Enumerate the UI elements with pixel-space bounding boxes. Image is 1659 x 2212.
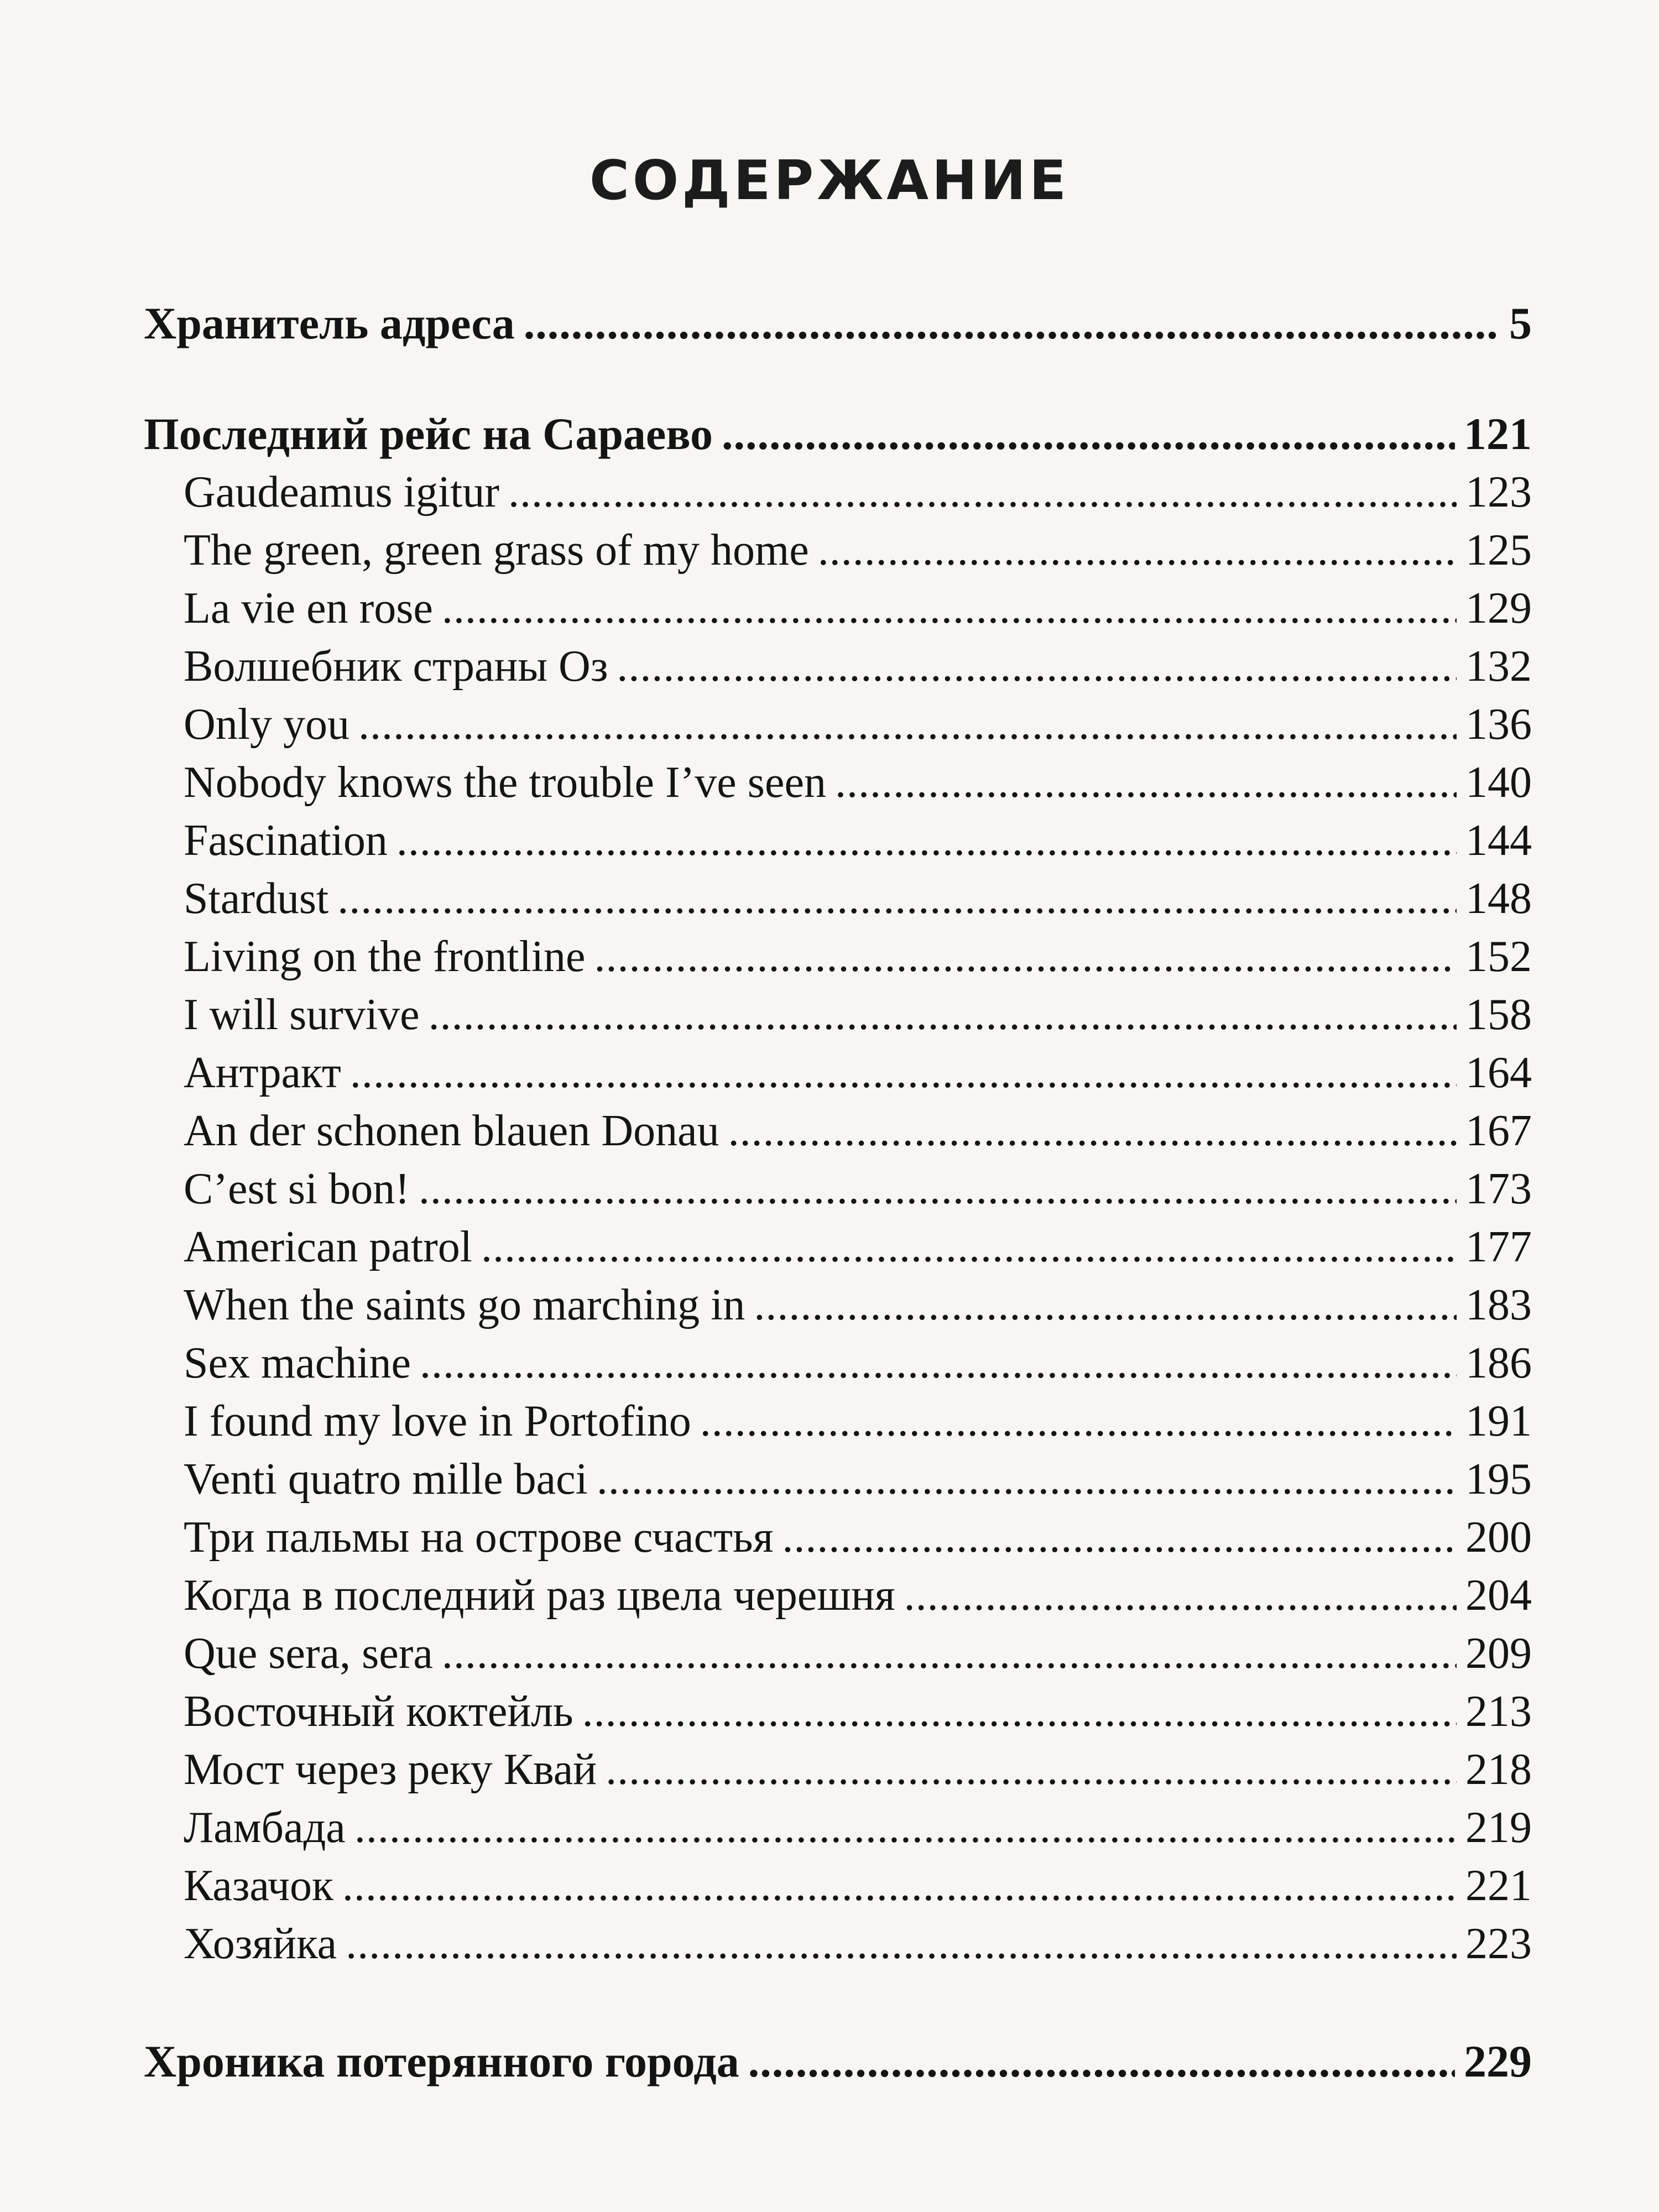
- dot-leader: [722, 398, 1455, 463]
- toc-page-number: 152: [1465, 932, 1532, 981]
- toc-entry-title: Gaudeamus igitur: [184, 468, 499, 517]
- toc-page-number: 183: [1465, 1281, 1532, 1329]
- toc-page-number: 191: [1465, 1397, 1532, 1446]
- dot-leader: [728, 1102, 1457, 1160]
- toc-entry-title: La vie en rose: [184, 584, 433, 633]
- dot-leader: [582, 1683, 1457, 1741]
- toc-entry-row: [144, 521, 1532, 580]
- toc-entry-title: Nobody knows the trouble I’ve seen: [184, 758, 826, 807]
- toc-entry-title: I found my love in Portofino: [184, 1397, 691, 1446]
- toc-entry-title: Only you: [184, 700, 349, 749]
- toc-entry-title: Когда в последний раз цвела черешня: [184, 1571, 895, 1620]
- toc-entry-title: Волшебник страны Оз: [184, 642, 608, 691]
- dot-leader: [358, 696, 1457, 754]
- dot-leader: [818, 521, 1457, 580]
- toc-page-number: 209: [1465, 1629, 1532, 1678]
- toc-page-number: 219: [1465, 1803, 1532, 1852]
- dot-leader: [748, 2026, 1455, 2098]
- toc-page-number: 200: [1465, 1513, 1532, 1562]
- toc-entry-row: [144, 1683, 1532, 1741]
- dot-leader: [508, 463, 1457, 521]
- dot-leader: [419, 1160, 1457, 1218]
- toc-entry-row: [144, 1509, 1532, 1567]
- toc-entry-row: [144, 1741, 1532, 1799]
- toc-entry-title: American patrol: [184, 1223, 472, 1271]
- toc-entry-title: When the saints go marching in: [184, 1281, 745, 1329]
- dot-leader: [354, 1799, 1457, 1857]
- toc-entry-row: [144, 1857, 1532, 1915]
- toc-page-number: 136: [1465, 700, 1532, 749]
- toc-entry-row: [144, 754, 1532, 812]
- table-of-contents: [144, 288, 1532, 2114]
- toc-entry-title: Восточный коктейль: [184, 1687, 573, 1736]
- toc-entry-row: [144, 1799, 1532, 1857]
- toc-page-number: 167: [1465, 1107, 1532, 1155]
- toc-entry-title: Антракт: [184, 1048, 341, 1097]
- toc-page-number: 223: [1465, 1919, 1532, 1968]
- dot-leader: [617, 638, 1457, 696]
- toc-entry-title: Ламбада: [184, 1803, 346, 1852]
- dot-leader: [442, 580, 1457, 638]
- toc-entry-title: Stardust: [184, 874, 329, 923]
- toc-page-number: 129: [1465, 584, 1532, 633]
- dot-leader: [782, 1509, 1457, 1567]
- toc-page-number: 229: [1464, 2036, 1532, 2086]
- toc-entry-row: [144, 1567, 1532, 1625]
- dot-leader: [420, 1334, 1457, 1392]
- toc-entry-row: [144, 928, 1532, 986]
- page-title: СОДЕРЖАНИЕ: [589, 149, 1070, 212]
- toc-section-row: [144, 398, 1532, 463]
- toc-entry-title: Казачок: [184, 1861, 333, 1910]
- toc-entry-title: Хозяйка: [184, 1919, 337, 1968]
- dot-leader: [481, 1218, 1457, 1276]
- toc-page-number: 195: [1465, 1455, 1532, 1504]
- toc-page-number: 125: [1465, 526, 1532, 575]
- dot-leader: [397, 812, 1457, 870]
- toc-entry-title: Sex machine: [184, 1339, 411, 1387]
- toc-entry-row: [144, 1625, 1532, 1683]
- toc-section-title: Последний рейс на Сараево: [144, 409, 713, 459]
- toc-entry-row: [144, 986, 1532, 1044]
- toc-entry-row: [144, 1915, 1532, 2026]
- toc-entry-row: [144, 1160, 1532, 1218]
- toc-section-row: [144, 288, 1532, 398]
- toc-entry-title: The green, green grass of my home: [184, 526, 809, 575]
- dot-leader: [350, 1044, 1457, 1102]
- toc-page-number: 140: [1465, 758, 1532, 807]
- toc-page-number: 158: [1465, 990, 1532, 1039]
- toc-entry-row: [144, 463, 1532, 521]
- toc-page-number: 164: [1465, 1048, 1532, 1097]
- toc-entry-title: Venti quatro mille baci: [184, 1455, 588, 1504]
- dot-leader: [337, 870, 1457, 928]
- toc-entry-row: [144, 1334, 1532, 1392]
- toc-page-number: 123: [1465, 468, 1532, 517]
- dot-leader: [346, 1915, 1457, 1973]
- toc-entry-title: Мост через реку Квай: [184, 1745, 597, 1794]
- toc-entry-title: Que sera, sera: [184, 1629, 433, 1678]
- dot-leader: [597, 1451, 1457, 1509]
- dot-leader: [606, 1741, 1457, 1799]
- toc-entry-row: [144, 812, 1532, 870]
- toc-page-number: 148: [1465, 874, 1532, 923]
- dot-leader: [429, 986, 1457, 1044]
- dot-leader: [594, 928, 1457, 986]
- toc-page-number: 204: [1465, 1571, 1532, 1620]
- toc-entry-title: Три пальмы на острове счастья: [184, 1513, 774, 1562]
- toc-section-title: Хроника потерянного города: [144, 2036, 739, 2086]
- toc-entry-row: [144, 1102, 1532, 1160]
- toc-entry-title: I will survive: [184, 990, 420, 1039]
- toc-page-number: 121: [1464, 409, 1532, 459]
- dot-leader: [835, 754, 1457, 812]
- toc-section-row: [144, 2026, 1532, 2114]
- toc-entry-row: [144, 1044, 1532, 1102]
- dot-leader: [342, 1857, 1457, 1915]
- toc-entry-row: [144, 580, 1532, 638]
- toc-entry-row: [144, 1451, 1532, 1509]
- toc-page-number: 218: [1465, 1745, 1532, 1794]
- toc-entry-title: An der schonen blauen Donau: [184, 1107, 719, 1155]
- toc-entry-row: [144, 696, 1532, 754]
- dot-leader: [754, 1276, 1457, 1334]
- toc-entry-row: [144, 1218, 1532, 1276]
- toc-entry-row: [144, 1392, 1532, 1451]
- dot-leader: [442, 1625, 1457, 1683]
- toc-entry-title: Living on the frontline: [184, 932, 586, 981]
- toc-entry-title: Fascination: [184, 816, 388, 865]
- toc-entry-title: C’est si bon!: [184, 1165, 410, 1213]
- toc-entry-row: [144, 638, 1532, 696]
- toc-page-number: 213: [1465, 1687, 1532, 1736]
- toc-page-number: 132: [1465, 642, 1532, 691]
- toc-page-number: 177: [1465, 1223, 1532, 1271]
- toc-page-number: 173: [1465, 1165, 1532, 1213]
- dot-leader: [700, 1392, 1457, 1451]
- toc-page-number: 5: [1509, 298, 1532, 348]
- dot-leader: [904, 1567, 1457, 1625]
- toc-entry-row: [144, 1276, 1532, 1334]
- toc-entry-row: [144, 870, 1532, 928]
- dot-leader: [524, 288, 1500, 359]
- toc-page-number: 221: [1465, 1861, 1532, 1910]
- toc-page-number: 144: [1465, 816, 1532, 865]
- toc-section-title: Хранитель адреса: [144, 298, 515, 348]
- toc-page-number: 186: [1465, 1339, 1532, 1387]
